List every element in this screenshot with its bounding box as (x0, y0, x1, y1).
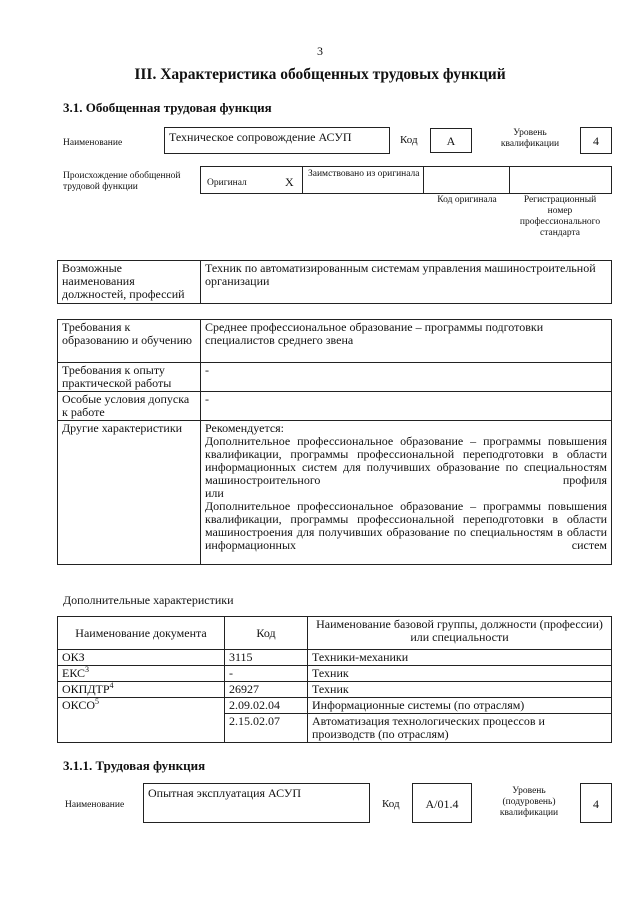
other-or: или (205, 486, 224, 500)
borrowed-cell (302, 166, 424, 194)
gtf-heading: 3.1. Обобщенная трудовая функция (63, 100, 272, 115)
special-label: Особые условия допуска к работе (58, 392, 201, 421)
doc-cell (58, 650, 225, 666)
origin-table (200, 166, 612, 194)
other-paragraph-1-text: Дополнительное профессиональное образование – программы повышения квалификации, программы профессиональной переподготовки в области информационных систем для получивших образование по специальностям машиностроительного профиля (205, 434, 607, 487)
positions-table (57, 260, 612, 304)
code-cell: 26927 (225, 682, 308, 698)
tf-name-field: Опытная эксплуатация АСУП (143, 783, 370, 823)
doc-name: ОКСО (62, 698, 96, 712)
other-paragraph-2 (205, 500, 607, 552)
name-cell: Техники-механики (308, 650, 612, 666)
education-label: Требования к образованию и обучению (58, 320, 201, 363)
code-original-cell (423, 166, 510, 194)
tf-name-label: Наименование (65, 800, 125, 810)
code-cell: 2.15.02.07 (225, 714, 308, 743)
code-cell: 2.09.02.04 (225, 698, 308, 714)
borrowed-label: Заимствовано из оригинала (308, 169, 420, 179)
original-mark: X (285, 175, 294, 189)
footnote-ref: 3 (85, 665, 90, 674)
table-row (58, 666, 612, 682)
gtf-origin-label: Происхождение обобщенной трудовой функции (63, 171, 181, 192)
name-cell: Техник (308, 666, 612, 682)
col-code-header: Код (225, 617, 308, 650)
positions-label: Возможные наименования должностей, профессий (58, 261, 201, 304)
tf-heading: 3.1.1. Трудовая функция (63, 758, 206, 773)
reg-number-label: Регистрационный номер профессионального стандарта (519, 195, 601, 238)
experience-label: Требования к опыту практической работы (58, 363, 201, 392)
col-name-header: Наименование базовой группы, должности (профессии) или специальности (308, 617, 612, 650)
gtf-code-label: Код (400, 134, 418, 146)
gtf-code-field: A (430, 128, 472, 153)
code-cell: - (225, 666, 308, 682)
doc-cell (58, 666, 225, 682)
other-value (201, 421, 612, 565)
table-row (58, 682, 612, 698)
requirements-table (57, 319, 612, 565)
other-recommend: Рекомендуется: (205, 421, 285, 435)
doc-name: ОКЗ (62, 650, 85, 664)
table-row (58, 650, 612, 666)
doc-name: ЕКС (62, 666, 86, 680)
other-label: Другие характеристики (58, 421, 201, 565)
special-value: - (201, 392, 612, 421)
col-doc-header: Наименование документа (58, 617, 225, 650)
doc-cell (58, 682, 225, 698)
tf-level-field: 4 (580, 783, 612, 823)
page-number: 3 (317, 44, 323, 58)
other-paragraph-2-text: Дополнительное профессиональное образование – программы повышения квалификации, программы профессиональной переподготовки в области машиностроения для получивших образование по специальностям в области информационных систем (205, 499, 607, 552)
table-row (58, 698, 612, 714)
additional-heading: Дополнительные характеристики (63, 593, 234, 607)
doc-cell (58, 698, 225, 743)
tf-code-label: Код (382, 798, 400, 810)
name-cell: Автоматизация технологических процессов и производств (по отраслям) (308, 714, 612, 743)
tf-code-field: A/01.4 (412, 783, 472, 823)
original-cell (200, 166, 303, 194)
positions-value: Техник по автоматизированным системам управления машиностроительной организации (201, 261, 612, 304)
section-title: III. Характеристика обобщенных трудовых функций (134, 66, 506, 83)
reg-number-cell (509, 166, 612, 194)
name-cell: Техник (308, 682, 612, 698)
code-cell: 3115 (225, 650, 308, 666)
additional-table (57, 616, 612, 743)
gtf-name-field: Техническое сопровождение АСУП (164, 127, 390, 154)
doc-name: ОКПДТР (62, 682, 110, 696)
education-value: Среднее профессиональное образование – программы подготовки специалистов среднего звена (201, 320, 612, 363)
name-cell: Информационные системы (по отраслям) (308, 698, 612, 714)
footnote-ref: 5 (95, 697, 100, 706)
gtf-level-field: 4 (580, 127, 612, 154)
original-label: Оригинал (207, 178, 247, 188)
code-original-label: Код оригинала (437, 195, 497, 205)
gtf-name-label: Наименование (63, 138, 123, 148)
experience-value: - (201, 363, 612, 392)
footnote-ref: 4 (109, 681, 114, 690)
other-paragraph-1 (205, 435, 607, 487)
gtf-level-label: Уровень квалификации (500, 128, 560, 149)
tf-level-label: Уровень (подуровень) квалификации (499, 786, 559, 818)
